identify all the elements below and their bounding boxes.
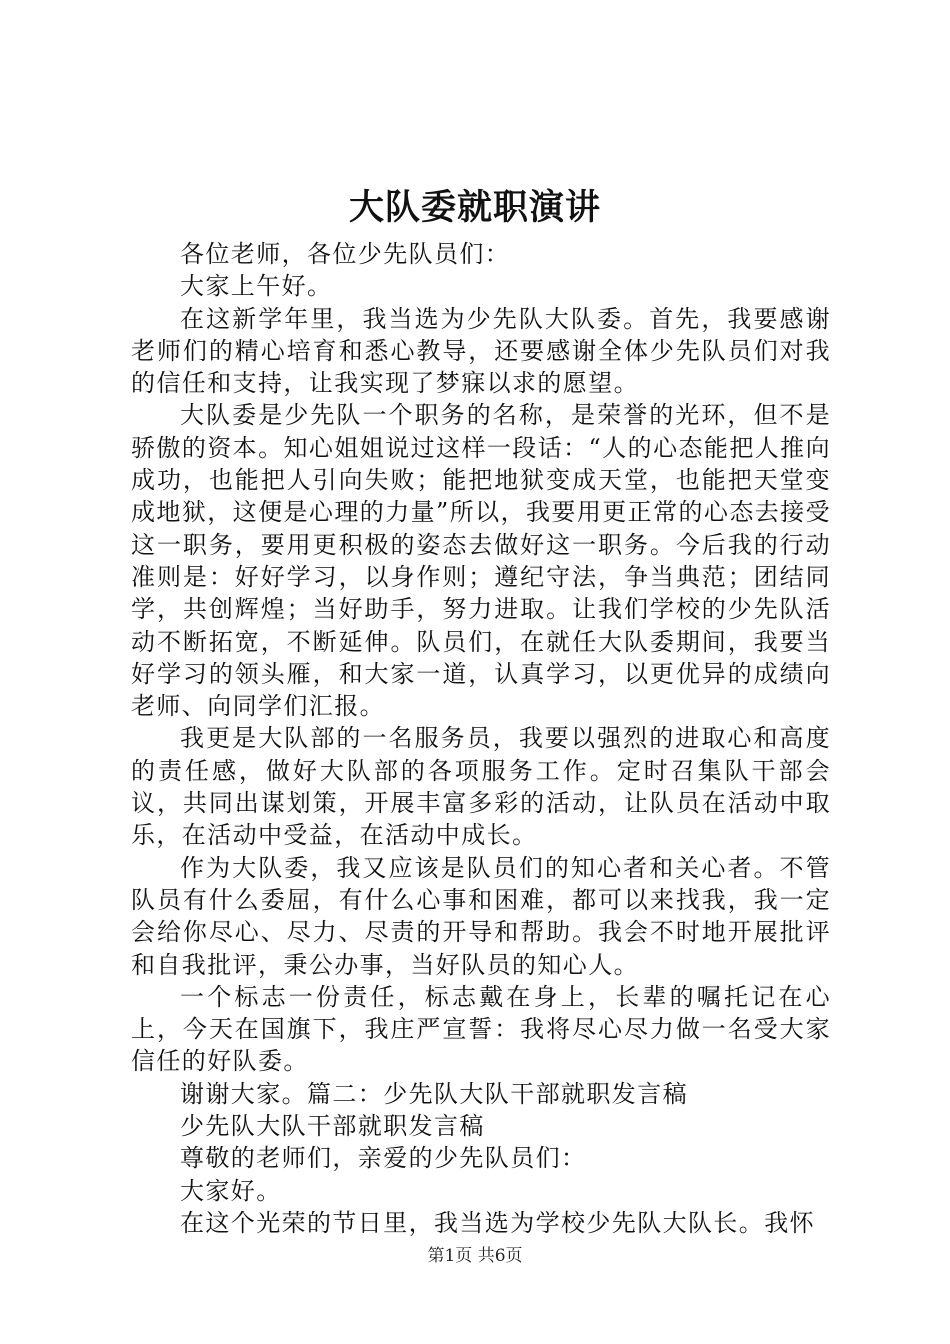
paragraph: 尊敬的老师们，亲爱的少先队员们： bbox=[180, 1144, 587, 1173]
paragraph: 各位老师，各位少先队员们： bbox=[180, 240, 511, 268]
paragraph: 在这个光荣的节日里，我当选为学校少先队大队长。我怀 bbox=[180, 1208, 815, 1237]
paragraph: 大家好。 bbox=[180, 1176, 282, 1205]
paragraph: 我更是大队部的一名服务员，我要以强烈的进取心和高度的责任感，做好大队部的各项服务工作。定时召集队干部会议，共同出谋划策，开展丰富多彩的活动，让队员在活动中取乐，在活动中受益，在活动中成长。 bbox=[131, 724, 831, 850]
paragraph: 一个标志一份责任，标志戴在身上，长辈的嘱托记在心上，今天在国旗下，我庄严宣誓：我将尽心尽力做一名受大家信任的好队委。 bbox=[131, 982, 831, 1076]
document-title: 大队委就职演讲 bbox=[348, 187, 601, 228]
document-body bbox=[131, 238, 831, 1239]
paragraph: 作为大队委，我又应该是队员们的知心者和关心者。不管队员有什么委屈，有什么心事和困难，都可以来找我，我一定会给你尽心、尽力、尽责的开导和帮助。我会不时地开展批评和自我批评，秉公办事，当好队员的知心人。 bbox=[131, 853, 831, 979]
page-number-footer: 第1页 共6页 bbox=[427, 1246, 523, 1266]
paragraph: 大队委是少先队一个职务的名称，是荣誉的光环，但不是骄傲的资本。知心姐姐说过这样一段话：“人的心态能把人推向成功，也能把人引向失败；能把地狱变成天堂，也能把天堂变成地狱，这便是心理的力量”所以，我要用更正常的心态去接受这一职务，要用更积极的姿态去做好这一职务。今后我的行动准则是：好好学习，以身作则；遵纪守法，争当典范；团结同学，共创辉煌；当好助手，努力进取。让我们学校的少先队活动不断拓宽，不断延伸。队员们，在就任大队委期间，我要当好学习的领头雁，和大家一道，认真学习，以更优异的成绩向老师、向同学们汇报。 bbox=[131, 401, 831, 721]
paragraph: 谢谢大家。篇二：少先队大队干部就职发言稿 bbox=[180, 1079, 688, 1108]
paragraph: 少先队大队干部就职发言稿 bbox=[180, 1112, 485, 1141]
paragraph: 在这新学年里，我当选为少先队大队委。首先，我要感谢老师们的精心培育和悉心教导，还要感谢全体少先队员们对我的信任和支持，让我实现了梦寐以求的愿望。 bbox=[131, 304, 831, 398]
paragraph: 大家上午好。 bbox=[180, 272, 333, 301]
